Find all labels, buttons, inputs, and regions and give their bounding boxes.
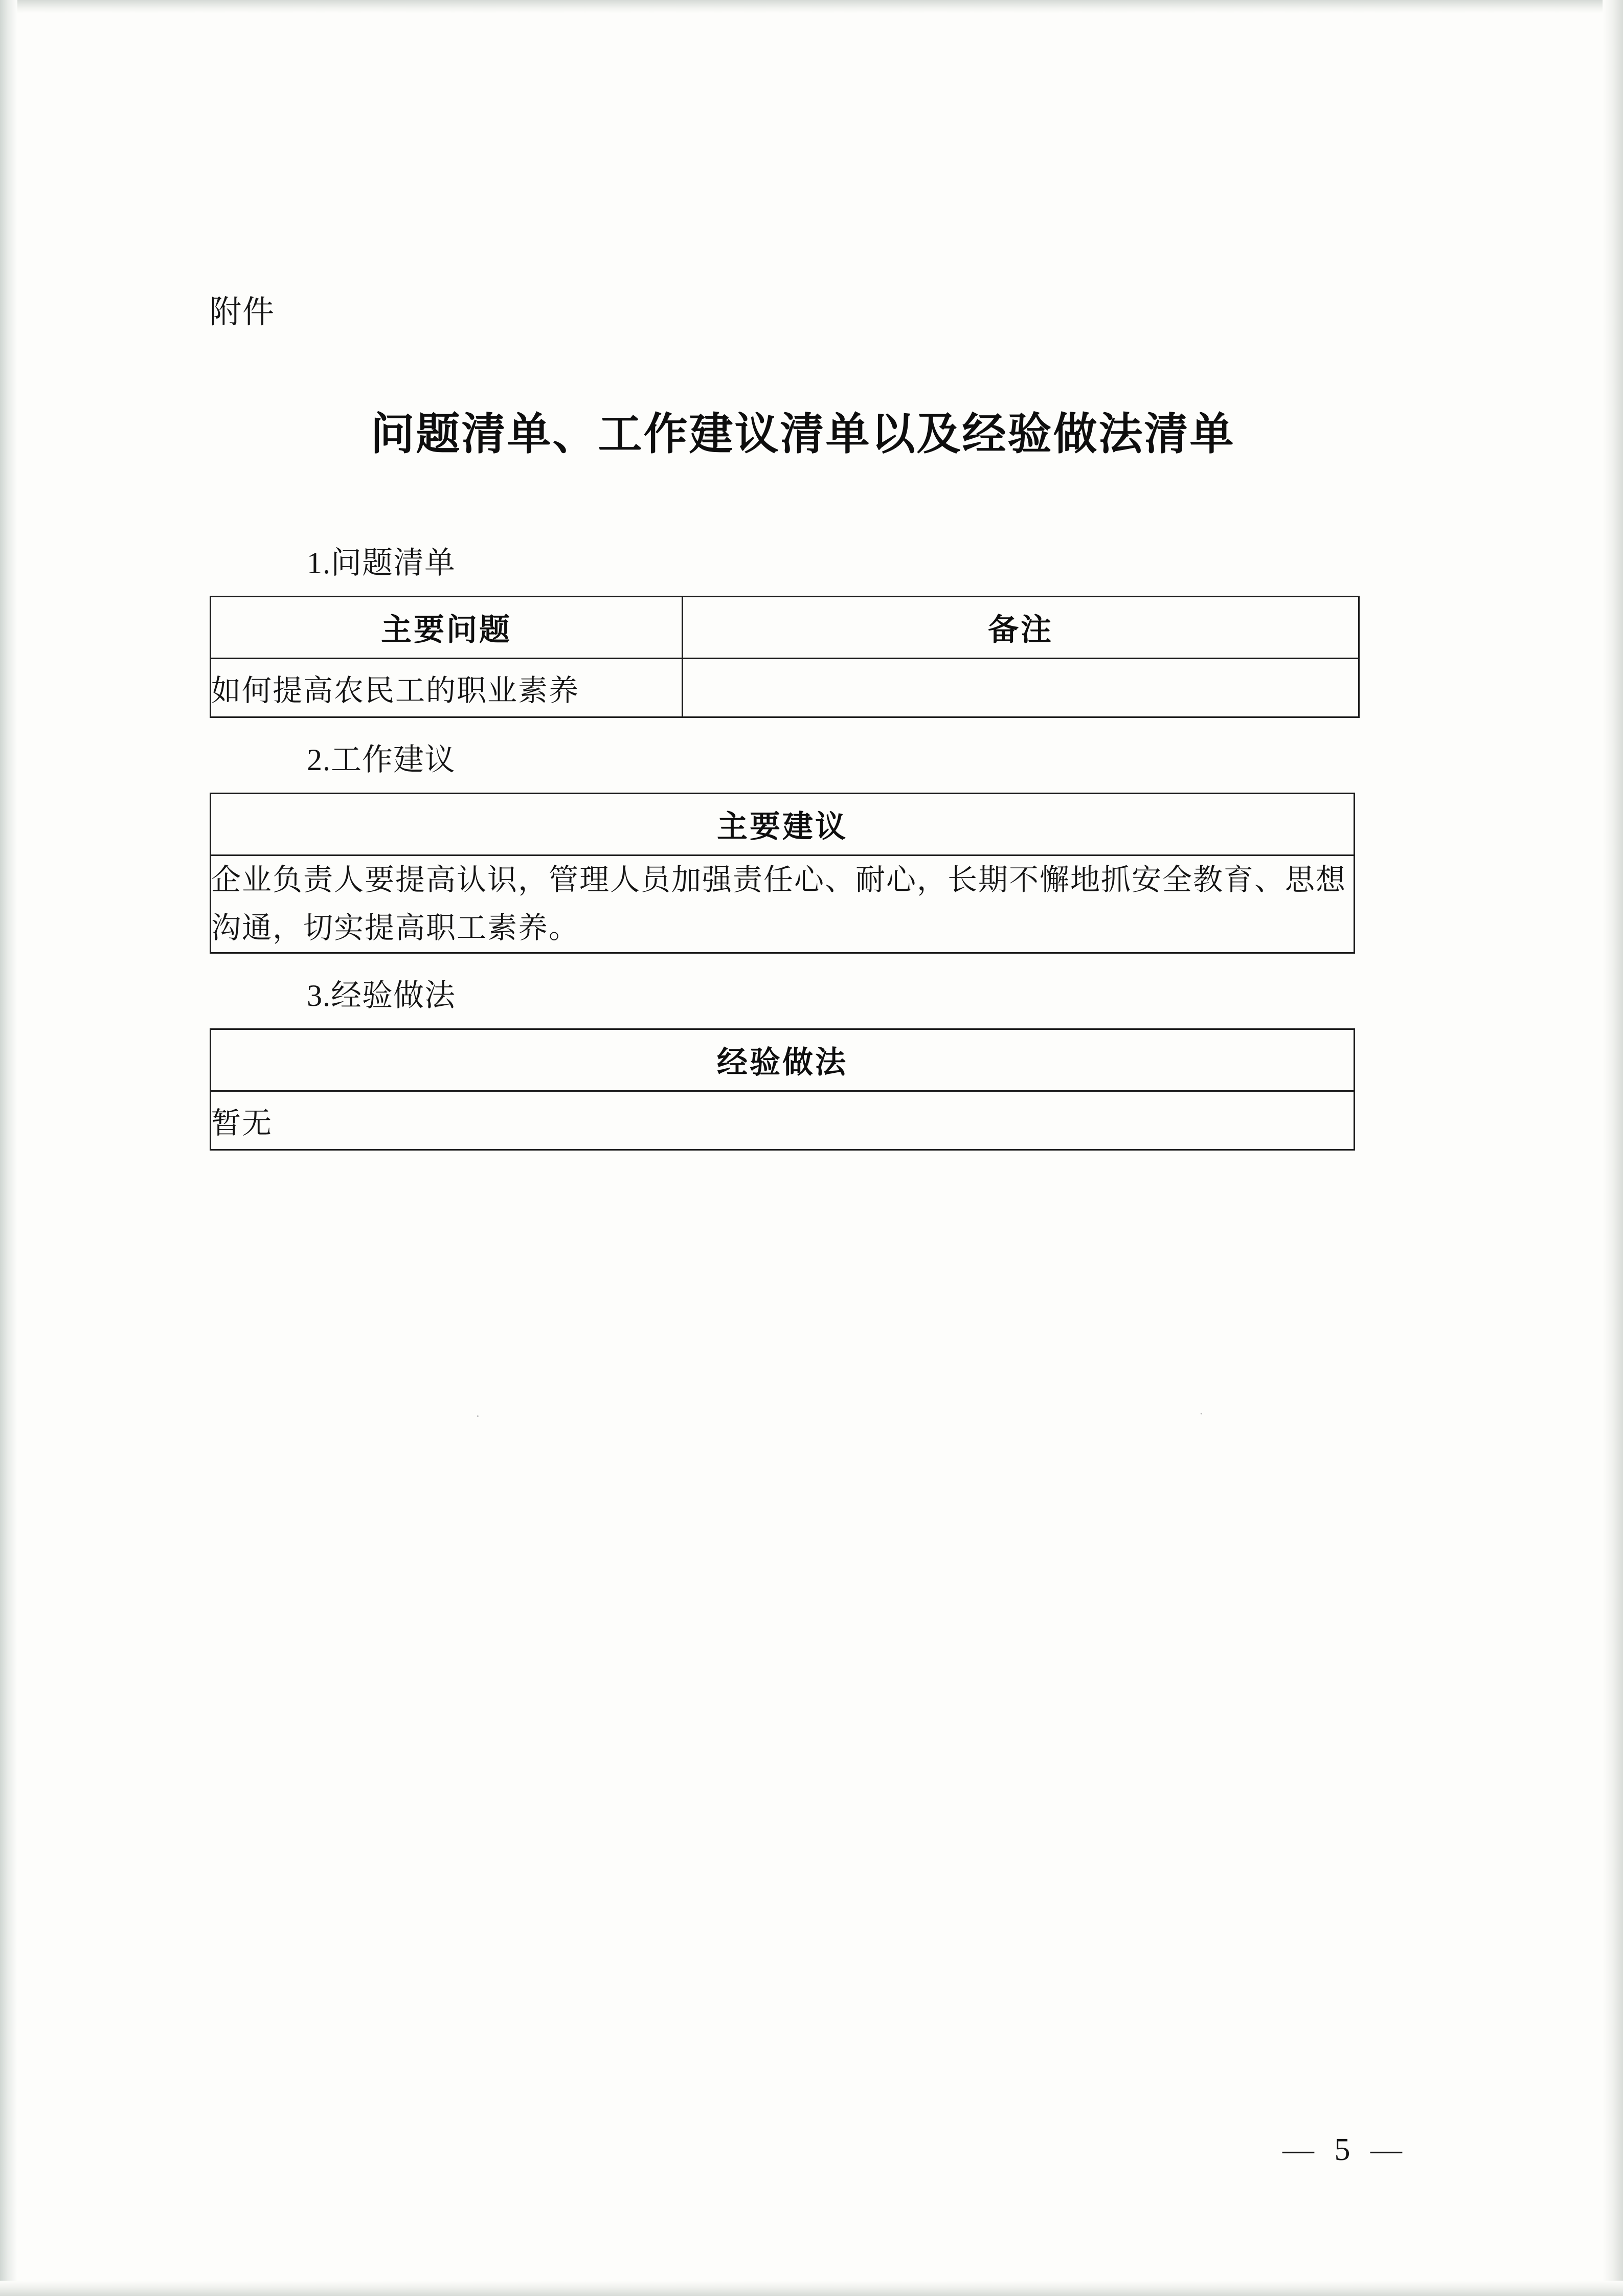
page-number: — 5 — [1282, 2132, 1408, 2167]
scan-smudge-left: · [476, 1409, 480, 1424]
section-heading-experience: 3.经验做法 [307, 978, 456, 1012]
problems-table [210, 596, 1360, 718]
column-header-remark: 备注 [683, 597, 1359, 659]
table-header-row [211, 794, 1355, 856]
cell-main-problem: 如何提高农民工的职业素养 [211, 659, 683, 717]
suggestions-table [210, 793, 1355, 954]
attachment-label: 附件 [210, 295, 276, 330]
table-row [211, 856, 1355, 953]
scan-smudge-right: · [1199, 1406, 1204, 1421]
scan-edge-top [0, 0, 1623, 13]
section-heading-problems: 1.问题清单 [307, 546, 456, 580]
table-row [211, 659, 1359, 717]
column-header-experience: 经验做法 [211, 1029, 1355, 1091]
table-header-row [211, 597, 1359, 659]
scan-edge-right [1603, 0, 1623, 2296]
column-header-main-suggestion: 主要建议 [211, 794, 1355, 856]
experience-table [210, 1028, 1355, 1151]
scan-edge-left [0, 0, 17, 2296]
page-title: 问题清单、工作建议清单以及经验做法清单 [370, 408, 1235, 460]
column-header-main-problem: 主要问题 [211, 597, 683, 659]
cell-experience: 暂无 [211, 1091, 1355, 1150]
table-row [211, 1091, 1355, 1150]
scan-edge-bottom [0, 2281, 1623, 2296]
document-content [210, 286, 1381, 1151]
section-heading-suggestions: 2.工作建议 [307, 743, 456, 777]
table-header-row [211, 1029, 1355, 1091]
cell-main-suggestion: 企业负责人要提高认识，管理人员加强责任心、耐心，长期不懈地抓安全教育、思想沟通，切实提高职工素养。 [211, 856, 1355, 953]
cell-remark [683, 659, 1359, 717]
